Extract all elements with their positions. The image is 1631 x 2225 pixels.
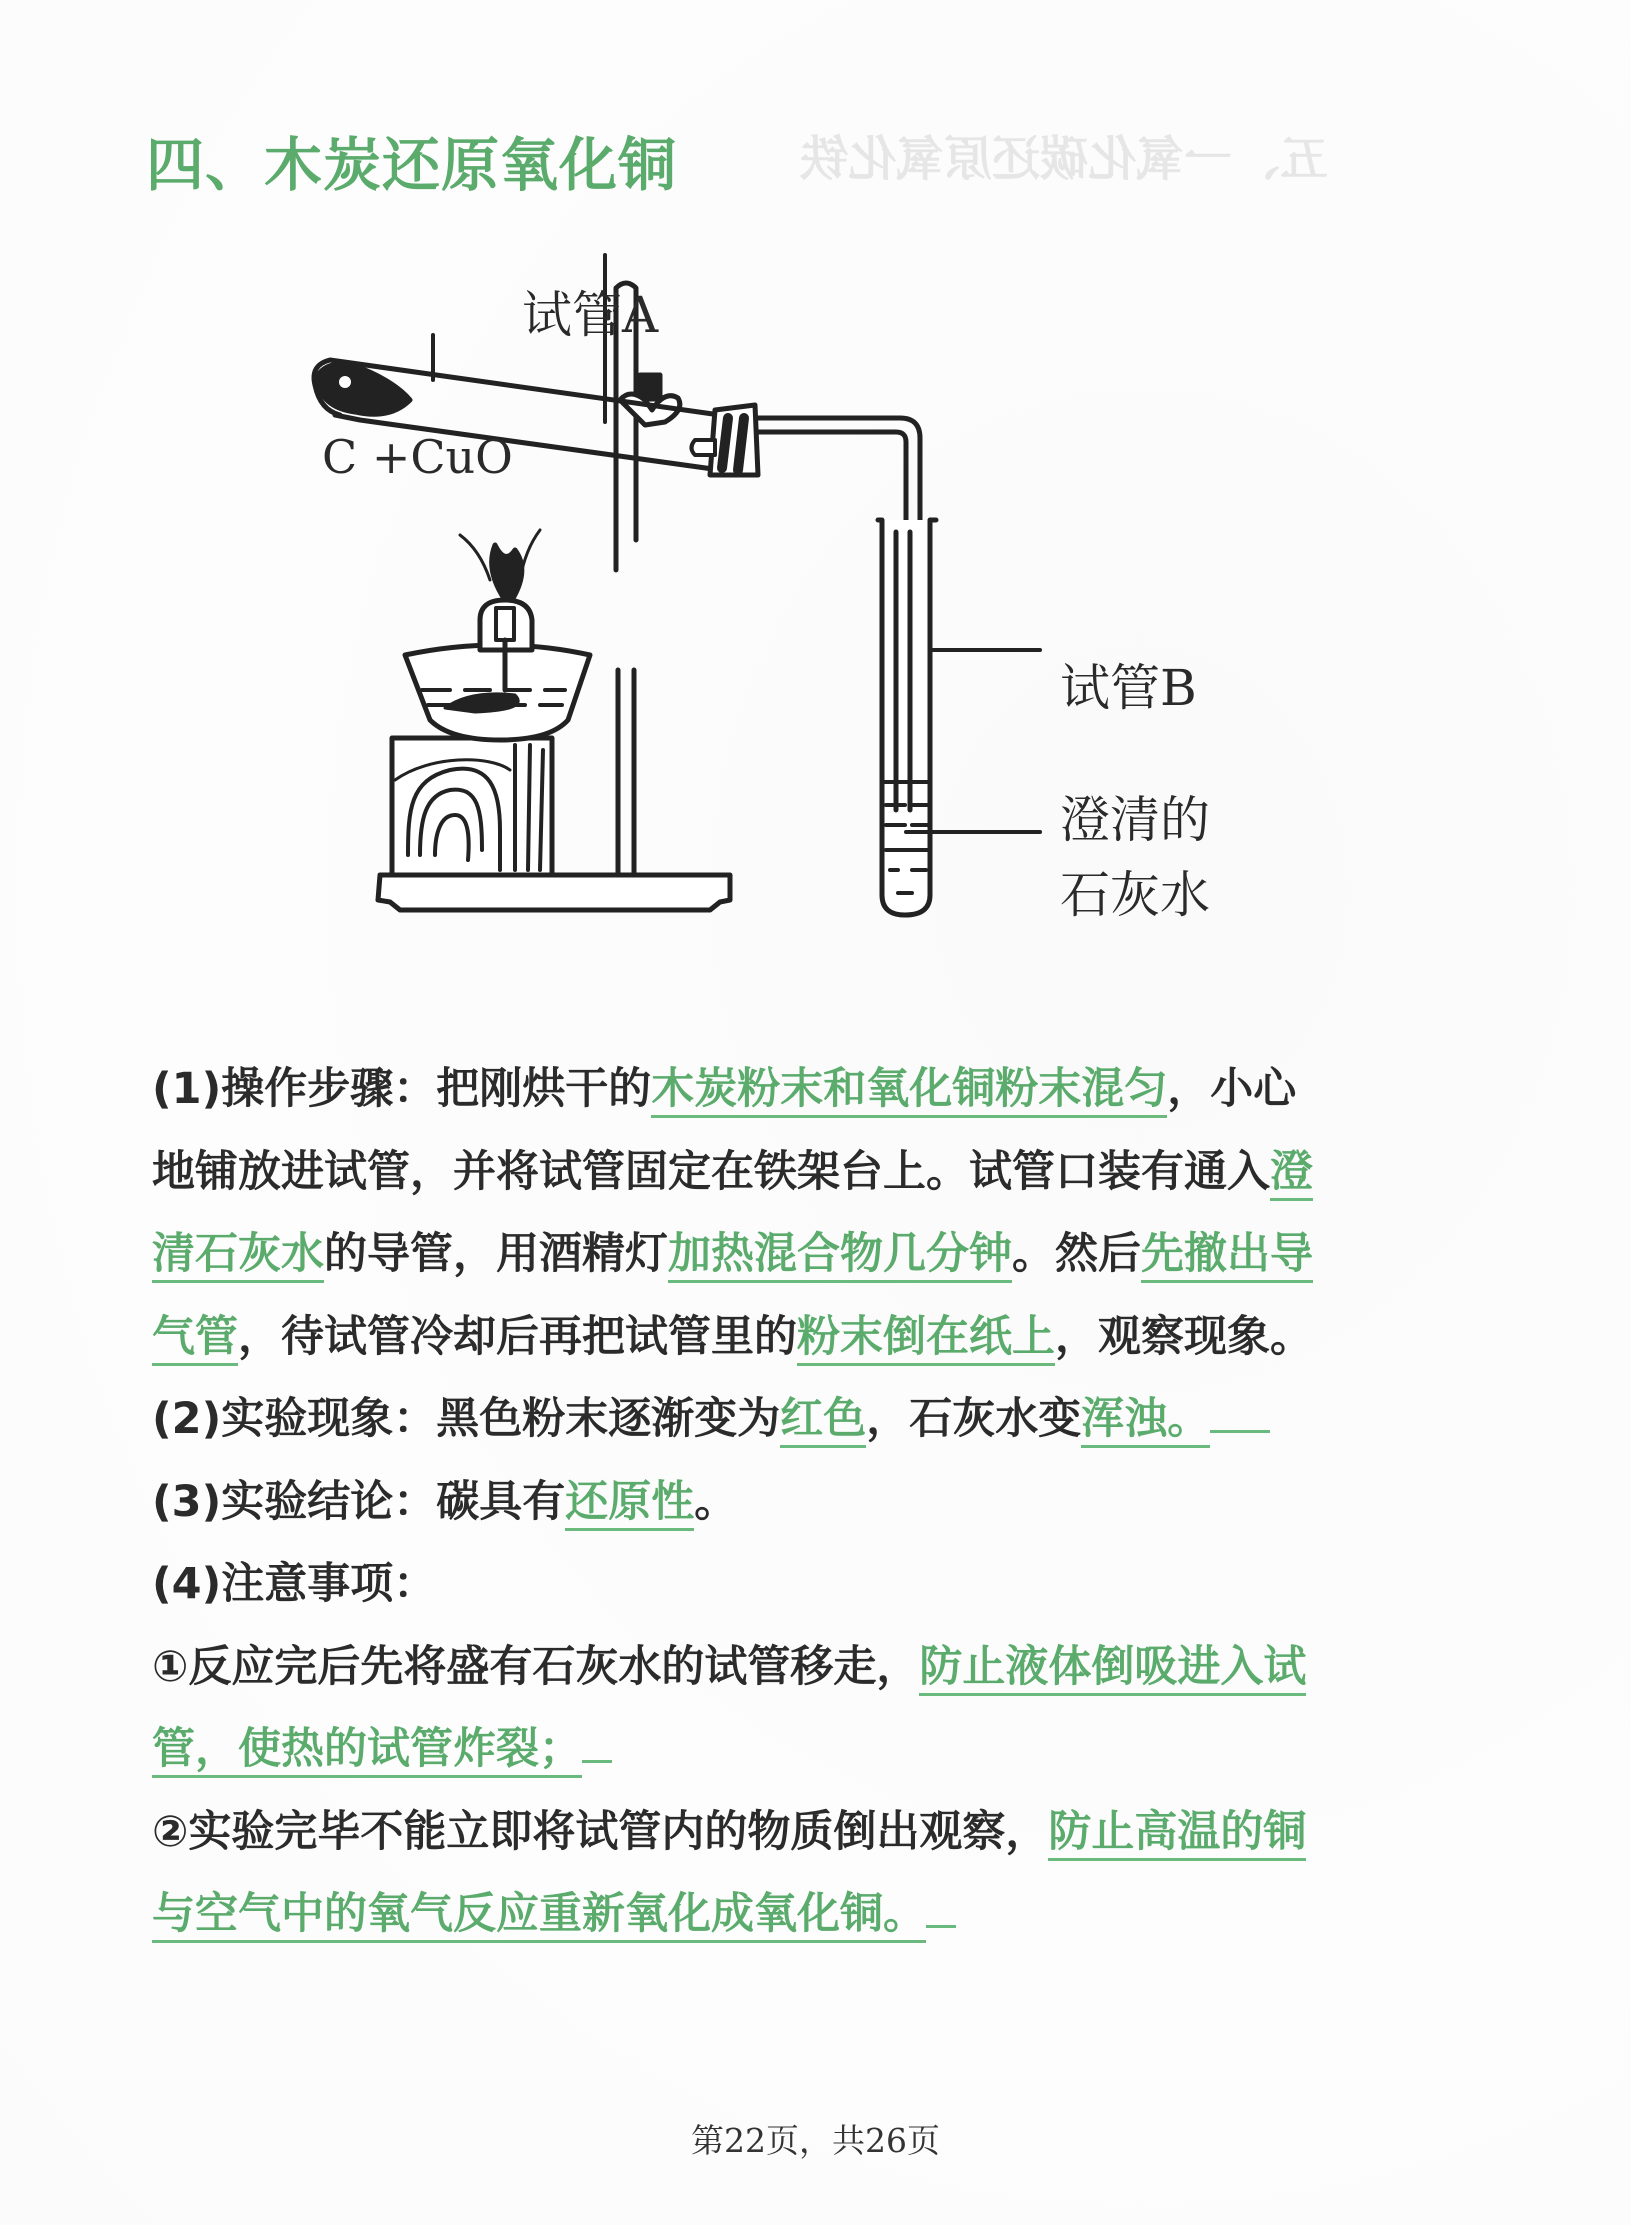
tube-a-label: 试管A <box>522 286 659 344</box>
step1-line <box>152 1131 1492 1214</box>
apparatus-diagram <box>300 250 1300 930</box>
step2-line <box>152 1378 1492 1461</box>
key-point: 浑浊。 <box>1081 1394 1210 1448</box>
show-through-heading: 五、一氧化碳还原氧化铁 <box>800 131 1329 187</box>
limewater-label-line1: 澄清的 <box>1060 791 1210 849</box>
text-run: ，石灰水变 <box>866 1394 1082 1444</box>
step4-line <box>152 1873 1492 1956</box>
key-point: 还原性 <box>565 1477 694 1531</box>
text-run: (2)实验现象：黑色粉末逐渐变为 <box>152 1394 781 1444</box>
key-point: 防止高温的铜 <box>1048 1807 1306 1861</box>
text-run: ②实验完毕不能立即将试管内的物质倒出观察， <box>152 1806 1049 1857</box>
key-point: 防止液体倒吸进入试 <box>919 1642 1306 1696</box>
key-point: 加热混合物几分钟 <box>668 1229 1012 1283</box>
text-run: ，小心 <box>1167 1064 1297 1114</box>
text-run: (3)实验结论：碳具有 <box>152 1476 566 1527</box>
reactants-label: C +CuO <box>322 430 513 484</box>
key-point: 澄 <box>1270 1147 1313 1201</box>
step1-line <box>152 1213 1492 1296</box>
text-run: 地铺放进试管，并将试管固定在铁架台上。试管口装有通入 <box>152 1146 1270 1197</box>
answer-underline <box>1210 1429 1270 1433</box>
key-point: 粉末倒在纸上 <box>797 1312 1055 1366</box>
key-point: 红色 <box>780 1394 866 1448</box>
text-run: ，待试管冷却后再把试管里的 <box>238 1311 797 1362</box>
key-point: 清石灰水 <box>152 1229 324 1283</box>
page-indicator: 第22页，共26页 <box>691 2121 940 2160</box>
step1-line <box>152 1296 1492 1379</box>
text-run: 。 <box>694 1476 738 1527</box>
section-title: 四、木炭还原氧化铜 <box>146 131 678 199</box>
text-run: ①反应完后先将盛有石灰水的试管移走， <box>152 1641 920 1692</box>
step4-line <box>152 1791 1492 1874</box>
experiment-notes <box>152 1048 1492 1956</box>
key-point: 管，使热的试管炸裂； <box>152 1724 582 1778</box>
answer-underline <box>926 1924 956 1928</box>
text-run: 的导管，用酒精灯 <box>324 1229 668 1279</box>
key-point: 先撤出导 <box>1141 1229 1313 1283</box>
key-point: 气管 <box>152 1312 238 1366</box>
step4-line <box>152 1626 1492 1709</box>
step4-line <box>152 1543 1492 1626</box>
answer-underline <box>582 1759 612 1763</box>
limewater-label-line2: 石灰水 <box>1060 866 1210 924</box>
text-run: ，观察现象。 <box>1055 1311 1313 1362</box>
key-point: 木炭粉末和氧化铜粉末混匀 <box>651 1064 1167 1118</box>
tube-b-label: 试管B <box>1060 659 1197 717</box>
key-point: 与空气中的氧气反应重新氧化成氧化铜。 <box>152 1889 926 1943</box>
step3-line <box>152 1461 1492 1544</box>
step1-line <box>152 1048 1492 1131</box>
text-run: 。然后 <box>1012 1229 1141 1279</box>
step4-line <box>152 1708 1492 1791</box>
text-run: (1)操作步骤：把刚烘干的 <box>152 1064 652 1114</box>
text-run: (4)注意事项： <box>152 1559 437 1609</box>
